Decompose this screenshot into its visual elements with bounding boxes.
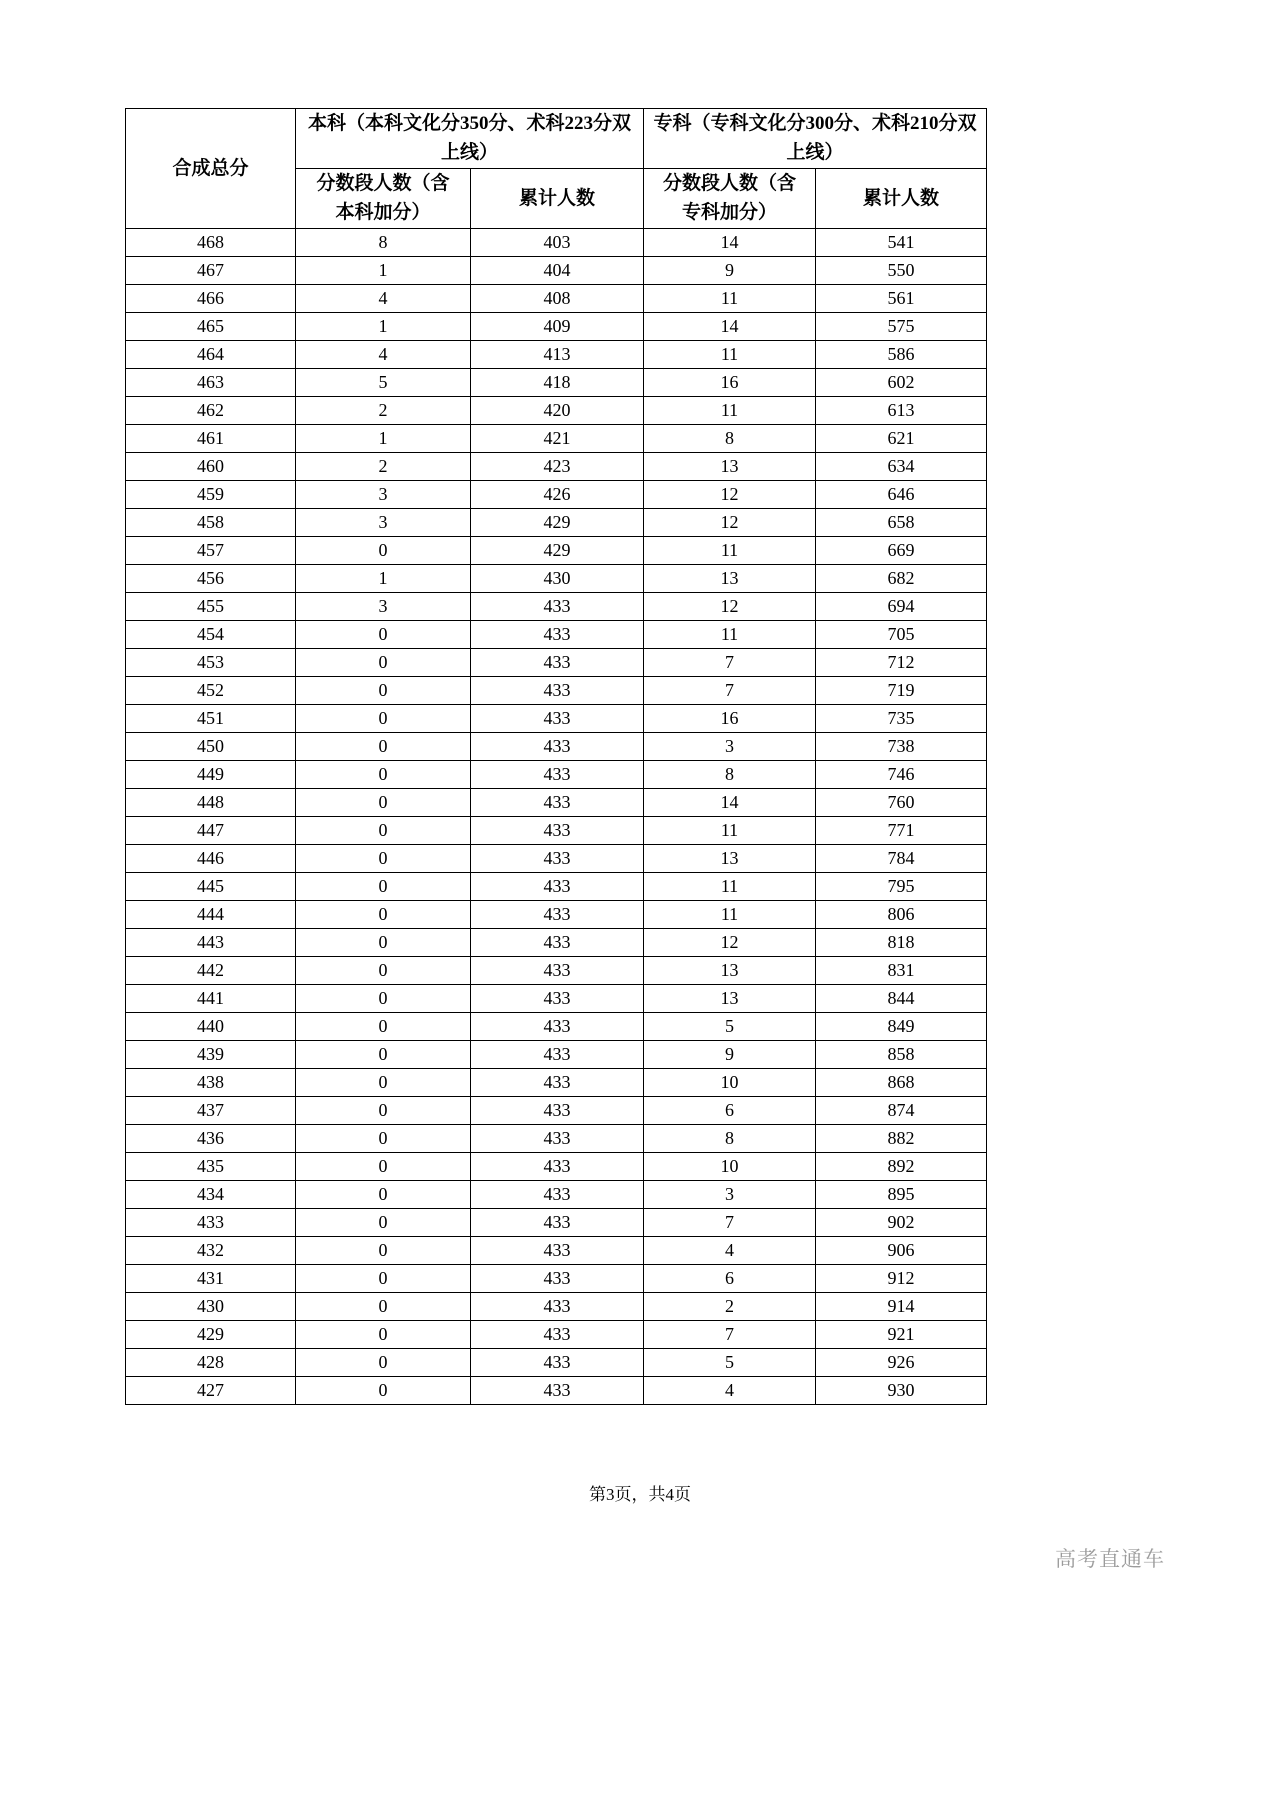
table-row — [126, 1012, 987, 1040]
composite-score-header: 合成总分 — [126, 109, 296, 229]
zhuanke-segment-count-cell: 12 — [644, 592, 816, 620]
zhuanke-segment-count-cell: 3 — [644, 732, 816, 760]
table-row — [126, 508, 987, 536]
score-cell: 468 — [126, 228, 296, 256]
zhuanke-segment-count-cell: 7 — [644, 676, 816, 704]
score-cell: 467 — [126, 256, 296, 284]
score-cell: 451 — [126, 704, 296, 732]
score-cell: 463 — [126, 368, 296, 396]
score-cell: 440 — [126, 1012, 296, 1040]
score-cell: 460 — [126, 452, 296, 480]
benke-group-header: 本科（本科文化分350分、术科223分双上线） — [296, 109, 644, 169]
benke-cumulative-count-cell: 433 — [471, 1012, 644, 1040]
table-row — [126, 704, 987, 732]
score-cell: 437 — [126, 1096, 296, 1124]
zhuanke-segment-count-cell: 11 — [644, 396, 816, 424]
table-row — [126, 928, 987, 956]
zhuanke-segment-count-cell: 10 — [644, 1068, 816, 1096]
benke-segment-count-cell: 0 — [296, 844, 471, 872]
score-cell: 436 — [126, 1124, 296, 1152]
benke-segment-count-cell: 0 — [296, 900, 471, 928]
benke-segment-count-cell: 0 — [296, 1236, 471, 1264]
zhuanke-segment-count-cell: 11 — [644, 620, 816, 648]
table-row — [126, 1068, 987, 1096]
score-cell: 443 — [126, 928, 296, 956]
benke-cumulative-count-cell: 433 — [471, 788, 644, 816]
benke-cumulative-count-cell: 433 — [471, 1376, 644, 1404]
benke-segment-count-cell: 0 — [296, 956, 471, 984]
zhuanke-cumulative-count-cell: 806 — [816, 900, 987, 928]
score-cell: 452 — [126, 676, 296, 704]
benke-segment-count-cell: 0 — [296, 648, 471, 676]
benke-cumulative-count-cell: 429 — [471, 536, 644, 564]
zhuanke-cumulative-count-cell: 705 — [816, 620, 987, 648]
score-cell: 428 — [126, 1348, 296, 1376]
zhuanke-segment-count-cell: 12 — [644, 480, 816, 508]
zhuanke-cumulative-count-cell: 921 — [816, 1320, 987, 1348]
benke-segment-count-cell: 0 — [296, 872, 471, 900]
page-number: 第3页，共4页 — [589, 1485, 691, 1504]
zhuanke-cumulative-count-cell: 795 — [816, 872, 987, 900]
score-cell: 453 — [126, 648, 296, 676]
benke-segment-count-cell: 0 — [296, 732, 471, 760]
zhuanke-cumulative-count-cell: 906 — [816, 1236, 987, 1264]
benke-segment-count-cell: 0 — [296, 760, 471, 788]
score-distribution-table — [125, 108, 987, 1405]
table-row — [126, 1208, 987, 1236]
zhuanke-segment-count-cell: 5 — [644, 1348, 816, 1376]
score-cell: 430 — [126, 1292, 296, 1320]
score-cell: 429 — [126, 1320, 296, 1348]
zhuanke-segment-count-cell: 8 — [644, 424, 816, 452]
benke-segment-count-cell: 3 — [296, 592, 471, 620]
zhuanke-cumulative-count-cell: 694 — [816, 592, 987, 620]
zhuanke-segment-count-cell: 13 — [644, 844, 816, 872]
table-row — [126, 732, 987, 760]
score-cell: 449 — [126, 760, 296, 788]
benke-cumulative-count-cell: 433 — [471, 844, 644, 872]
zhuanke-segment-count-cell: 14 — [644, 312, 816, 340]
table-row — [126, 1348, 987, 1376]
zhuanke-cumulative-count-cell: 902 — [816, 1208, 987, 1236]
zhuanke-segment-count-cell: 6 — [644, 1264, 816, 1292]
benke-segment-count-cell: 0 — [296, 676, 471, 704]
zhuanke-cumulative-count-cell: 746 — [816, 760, 987, 788]
score-cell: 434 — [126, 1180, 296, 1208]
benke-segment-count-cell: 4 — [296, 340, 471, 368]
score-cell: 445 — [126, 872, 296, 900]
zhuanke-segment-count-cell: 4 — [644, 1236, 816, 1264]
zhuanke-segment-count-cell: 11 — [644, 340, 816, 368]
benke-cumulative-count-cell: 433 — [471, 1152, 644, 1180]
zhuanke-cumulative-count-cell: 602 — [816, 368, 987, 396]
benke-segment-count-cell: 0 — [296, 788, 471, 816]
score-cell: 431 — [126, 1264, 296, 1292]
score-cell: 455 — [126, 592, 296, 620]
benke-segment-count-header: 分数段人数（含本科加分） — [296, 168, 471, 228]
score-cell: 432 — [126, 1236, 296, 1264]
zhuanke-cumulative-count-cell: 882 — [816, 1124, 987, 1152]
score-cell: 466 — [126, 284, 296, 312]
benke-cumulative-count-cell: 433 — [471, 1068, 644, 1096]
zhuanke-cumulative-count-cell: 849 — [816, 1012, 987, 1040]
watermark: 高考直通车 — [1055, 1548, 1165, 1571]
table-row — [126, 620, 987, 648]
table-row — [126, 368, 987, 396]
table-row — [126, 396, 987, 424]
zhuanke-segment-count-cell: 14 — [644, 228, 816, 256]
zhuanke-cumulative-count-cell: 719 — [816, 676, 987, 704]
table-row — [126, 424, 987, 452]
benke-cumulative-count-cell: 433 — [471, 1096, 644, 1124]
score-cell: 446 — [126, 844, 296, 872]
benke-cumulative-count-cell: 433 — [471, 620, 644, 648]
benke-cumulative-count-cell: 433 — [471, 928, 644, 956]
zhuanke-cumulative-count-cell: 658 — [816, 508, 987, 536]
score-cell: 454 — [126, 620, 296, 648]
table-row — [126, 284, 987, 312]
zhuanke-segment-count-cell: 11 — [644, 872, 816, 900]
table-row — [126, 900, 987, 928]
table-row — [126, 592, 987, 620]
benke-cumulative-count-cell: 433 — [471, 760, 644, 788]
score-cell: 458 — [126, 508, 296, 536]
benke-segment-count-cell: 0 — [296, 984, 471, 1012]
benke-cumulative-count-cell: 433 — [471, 1348, 644, 1376]
score-cell: 464 — [126, 340, 296, 368]
benke-segment-count-cell: 0 — [296, 1096, 471, 1124]
benke-cumulative-count-cell: 426 — [471, 480, 644, 508]
zhuanke-cumulative-count-cell: 926 — [816, 1348, 987, 1376]
zhuanke-cumulative-count-header: 累计人数 — [816, 168, 987, 228]
zhuanke-segment-count-cell: 16 — [644, 704, 816, 732]
zhuanke-cumulative-count-cell: 712 — [816, 648, 987, 676]
benke-segment-count-cell: 0 — [296, 704, 471, 732]
benke-segment-count-cell: 0 — [296, 1180, 471, 1208]
score-cell: 433 — [126, 1208, 296, 1236]
score-cell: 459 — [126, 480, 296, 508]
table-row — [126, 1180, 987, 1208]
benke-cumulative-count-cell: 433 — [471, 1180, 644, 1208]
table-row — [126, 480, 987, 508]
zhuanke-cumulative-count-cell: 575 — [816, 312, 987, 340]
score-cell: 444 — [126, 900, 296, 928]
zhuanke-cumulative-count-cell: 682 — [816, 564, 987, 592]
zhuanke-cumulative-count-cell: 586 — [816, 340, 987, 368]
benke-cumulative-count-cell: 433 — [471, 592, 644, 620]
score-cell: 438 — [126, 1068, 296, 1096]
table-row — [126, 340, 987, 368]
table-row — [126, 984, 987, 1012]
score-cell: 447 — [126, 816, 296, 844]
zhuanke-cumulative-count-cell: 613 — [816, 396, 987, 424]
zhuanke-segment-count-cell: 12 — [644, 928, 816, 956]
score-cell: 465 — [126, 312, 296, 340]
table-row — [126, 760, 987, 788]
score-cell: 456 — [126, 564, 296, 592]
table-row — [126, 1040, 987, 1068]
score-cell: 461 — [126, 424, 296, 452]
table-row — [126, 1264, 987, 1292]
table-row — [126, 228, 987, 256]
benke-segment-count-cell: 1 — [296, 256, 471, 284]
table-row — [126, 1292, 987, 1320]
table-row — [126, 1376, 987, 1404]
zhuanke-segment-count-cell: 16 — [644, 368, 816, 396]
zhuanke-segment-count-cell: 13 — [644, 564, 816, 592]
zhuanke-segment-count-header: 分数段人数（含专科加分） — [644, 168, 816, 228]
benke-segment-count-cell: 0 — [296, 1348, 471, 1376]
benke-cumulative-count-cell: 430 — [471, 564, 644, 592]
zhuanke-segment-count-cell: 12 — [644, 508, 816, 536]
zhuanke-cumulative-count-cell: 930 — [816, 1376, 987, 1404]
benke-cumulative-count-cell: 433 — [471, 732, 644, 760]
zhuanke-cumulative-count-cell: 831 — [816, 956, 987, 984]
zhuanke-segment-count-cell: 14 — [644, 788, 816, 816]
zhuanke-segment-count-cell: 11 — [644, 536, 816, 564]
benke-segment-count-cell: 3 — [296, 480, 471, 508]
benke-cumulative-count-cell: 433 — [471, 1124, 644, 1152]
score-cell: 441 — [126, 984, 296, 1012]
score-cell: 448 — [126, 788, 296, 816]
benke-cumulative-count-cell: 433 — [471, 900, 644, 928]
zhuanke-cumulative-count-cell: 760 — [816, 788, 987, 816]
zhuanke-cumulative-count-cell: 646 — [816, 480, 987, 508]
zhuanke-cumulative-count-cell: 621 — [816, 424, 987, 452]
score-cell: 435 — [126, 1152, 296, 1180]
benke-cumulative-count-cell: 403 — [471, 228, 644, 256]
benke-cumulative-count-cell: 421 — [471, 424, 644, 452]
table-row — [126, 452, 987, 480]
zhuanke-segment-count-cell: 2 — [644, 1292, 816, 1320]
table-row — [126, 872, 987, 900]
zhuanke-cumulative-count-cell: 844 — [816, 984, 987, 1012]
benke-segment-count-cell: 1 — [296, 564, 471, 592]
score-cell: 442 — [126, 956, 296, 984]
table-row — [126, 256, 987, 284]
table-row — [126, 816, 987, 844]
benke-segment-count-cell: 2 — [296, 452, 471, 480]
zhuanke-cumulative-count-cell: 895 — [816, 1180, 987, 1208]
benke-segment-count-cell: 4 — [296, 284, 471, 312]
benke-cumulative-count-cell: 433 — [471, 1292, 644, 1320]
benke-cumulative-count-cell: 433 — [471, 984, 644, 1012]
benke-cumulative-count-cell: 433 — [471, 956, 644, 984]
benke-segment-count-cell: 0 — [296, 816, 471, 844]
zhuanke-cumulative-count-cell: 561 — [816, 284, 987, 312]
zhuanke-cumulative-count-cell: 874 — [816, 1096, 987, 1124]
zhuanke-segment-count-cell: 9 — [644, 1040, 816, 1068]
table-row — [126, 1096, 987, 1124]
table-row — [126, 1236, 987, 1264]
benke-segment-count-cell: 0 — [296, 1208, 471, 1236]
table-row — [126, 1320, 987, 1348]
benke-segment-count-cell: 0 — [296, 1292, 471, 1320]
score-cell: 450 — [126, 732, 296, 760]
benke-cumulative-count-cell: 433 — [471, 1208, 644, 1236]
zhuanke-segment-count-cell: 10 — [644, 1152, 816, 1180]
benke-cumulative-count-cell: 413 — [471, 340, 644, 368]
benke-segment-count-cell: 0 — [296, 1012, 471, 1040]
zhuanke-cumulative-count-cell: 541 — [816, 228, 987, 256]
benke-segment-count-cell: 0 — [296, 1376, 471, 1404]
zhuanke-segment-count-cell: 7 — [644, 1208, 816, 1236]
benke-cumulative-count-cell: 418 — [471, 368, 644, 396]
benke-segment-count-cell: 0 — [296, 1068, 471, 1096]
score-cell: 462 — [126, 396, 296, 424]
zhuanke-segment-count-cell: 6 — [644, 1096, 816, 1124]
table-row — [126, 676, 987, 704]
benke-segment-count-cell: 0 — [296, 1264, 471, 1292]
zhuanke-segment-count-cell: 5 — [644, 1012, 816, 1040]
benke-segment-count-cell: 0 — [296, 928, 471, 956]
benke-segment-count-cell: 2 — [296, 396, 471, 424]
zhuanke-cumulative-count-cell: 735 — [816, 704, 987, 732]
zhuanke-cumulative-count-cell: 771 — [816, 816, 987, 844]
table-row — [126, 564, 987, 592]
zhuanke-cumulative-count-cell: 550 — [816, 256, 987, 284]
zhuanke-cumulative-count-cell: 912 — [816, 1264, 987, 1292]
zhuanke-segment-count-cell: 7 — [644, 648, 816, 676]
benke-cumulative-count-cell: 433 — [471, 676, 644, 704]
table-row — [126, 1124, 987, 1152]
benke-cumulative-count-cell: 408 — [471, 284, 644, 312]
zhuanke-cumulative-count-cell: 669 — [816, 536, 987, 564]
zhuanke-segment-count-cell: 11 — [644, 284, 816, 312]
group-header-row — [126, 109, 987, 169]
benke-cumulative-count-cell: 423 — [471, 452, 644, 480]
zhuanke-cumulative-count-cell: 868 — [816, 1068, 987, 1096]
benke-segment-count-cell: 1 — [296, 424, 471, 452]
zhuanke-segment-count-cell: 11 — [644, 816, 816, 844]
zhuanke-segment-count-cell: 11 — [644, 900, 816, 928]
table-row — [126, 844, 987, 872]
benke-segment-count-cell: 0 — [296, 536, 471, 564]
zhuanke-cumulative-count-cell: 914 — [816, 1292, 987, 1320]
zhuanke-segment-count-cell: 4 — [644, 1376, 816, 1404]
benke-cumulative-count-cell: 404 — [471, 256, 644, 284]
benke-segment-count-cell: 1 — [296, 312, 471, 340]
table-row — [126, 956, 987, 984]
benke-cumulative-count-cell: 433 — [471, 816, 644, 844]
zhuanke-cumulative-count-cell: 818 — [816, 928, 987, 956]
benke-cumulative-count-cell: 429 — [471, 508, 644, 536]
benke-segment-count-cell: 0 — [296, 620, 471, 648]
benke-cumulative-count-cell: 433 — [471, 1040, 644, 1068]
table-row — [126, 1152, 987, 1180]
table-row — [126, 648, 987, 676]
zhuanke-segment-count-cell: 8 — [644, 1124, 816, 1152]
zhuanke-segment-count-cell: 9 — [644, 256, 816, 284]
benke-segment-count-cell: 8 — [296, 228, 471, 256]
benke-cumulative-count-cell: 433 — [471, 1320, 644, 1348]
benke-cumulative-count-cell: 433 — [471, 704, 644, 732]
zhuanke-segment-count-cell: 13 — [644, 956, 816, 984]
zhuanke-cumulative-count-cell: 634 — [816, 452, 987, 480]
zhuanke-segment-count-cell: 7 — [644, 1320, 816, 1348]
zhuanke-cumulative-count-cell: 784 — [816, 844, 987, 872]
table-row — [126, 312, 987, 340]
table-row — [126, 788, 987, 816]
zhuanke-cumulative-count-cell: 892 — [816, 1152, 987, 1180]
zhuanke-cumulative-count-cell: 858 — [816, 1040, 987, 1068]
score-cell: 427 — [126, 1376, 296, 1404]
benke-segment-count-cell: 0 — [296, 1040, 471, 1068]
benke-cumulative-count-cell: 433 — [471, 648, 644, 676]
benke-cumulative-count-cell: 433 — [471, 1236, 644, 1264]
table-row — [126, 536, 987, 564]
score-cell: 457 — [126, 536, 296, 564]
benke-segment-count-cell: 3 — [296, 508, 471, 536]
benke-cumulative-count-cell: 433 — [471, 872, 644, 900]
benke-segment-count-cell: 5 — [296, 368, 471, 396]
benke-cumulative-count-cell: 409 — [471, 312, 644, 340]
benke-cumulative-count-cell: 433 — [471, 1264, 644, 1292]
zhuanke-cumulative-count-cell: 738 — [816, 732, 987, 760]
benke-segment-count-cell: 0 — [296, 1320, 471, 1348]
zhuanke-segment-count-cell: 13 — [644, 984, 816, 1012]
benke-segment-count-cell: 0 — [296, 1124, 471, 1152]
benke-segment-count-cell: 0 — [296, 1152, 471, 1180]
benke-cumulative-count-header: 累计人数 — [471, 168, 644, 228]
zhuanke-group-header: 专科（专科文化分300分、术科210分双上线） — [644, 109, 987, 169]
zhuanke-segment-count-cell: 13 — [644, 452, 816, 480]
zhuanke-segment-count-cell: 3 — [644, 1180, 816, 1208]
score-cell: 439 — [126, 1040, 296, 1068]
table-body — [126, 228, 987, 1404]
benke-cumulative-count-cell: 420 — [471, 396, 644, 424]
zhuanke-segment-count-cell: 8 — [644, 760, 816, 788]
